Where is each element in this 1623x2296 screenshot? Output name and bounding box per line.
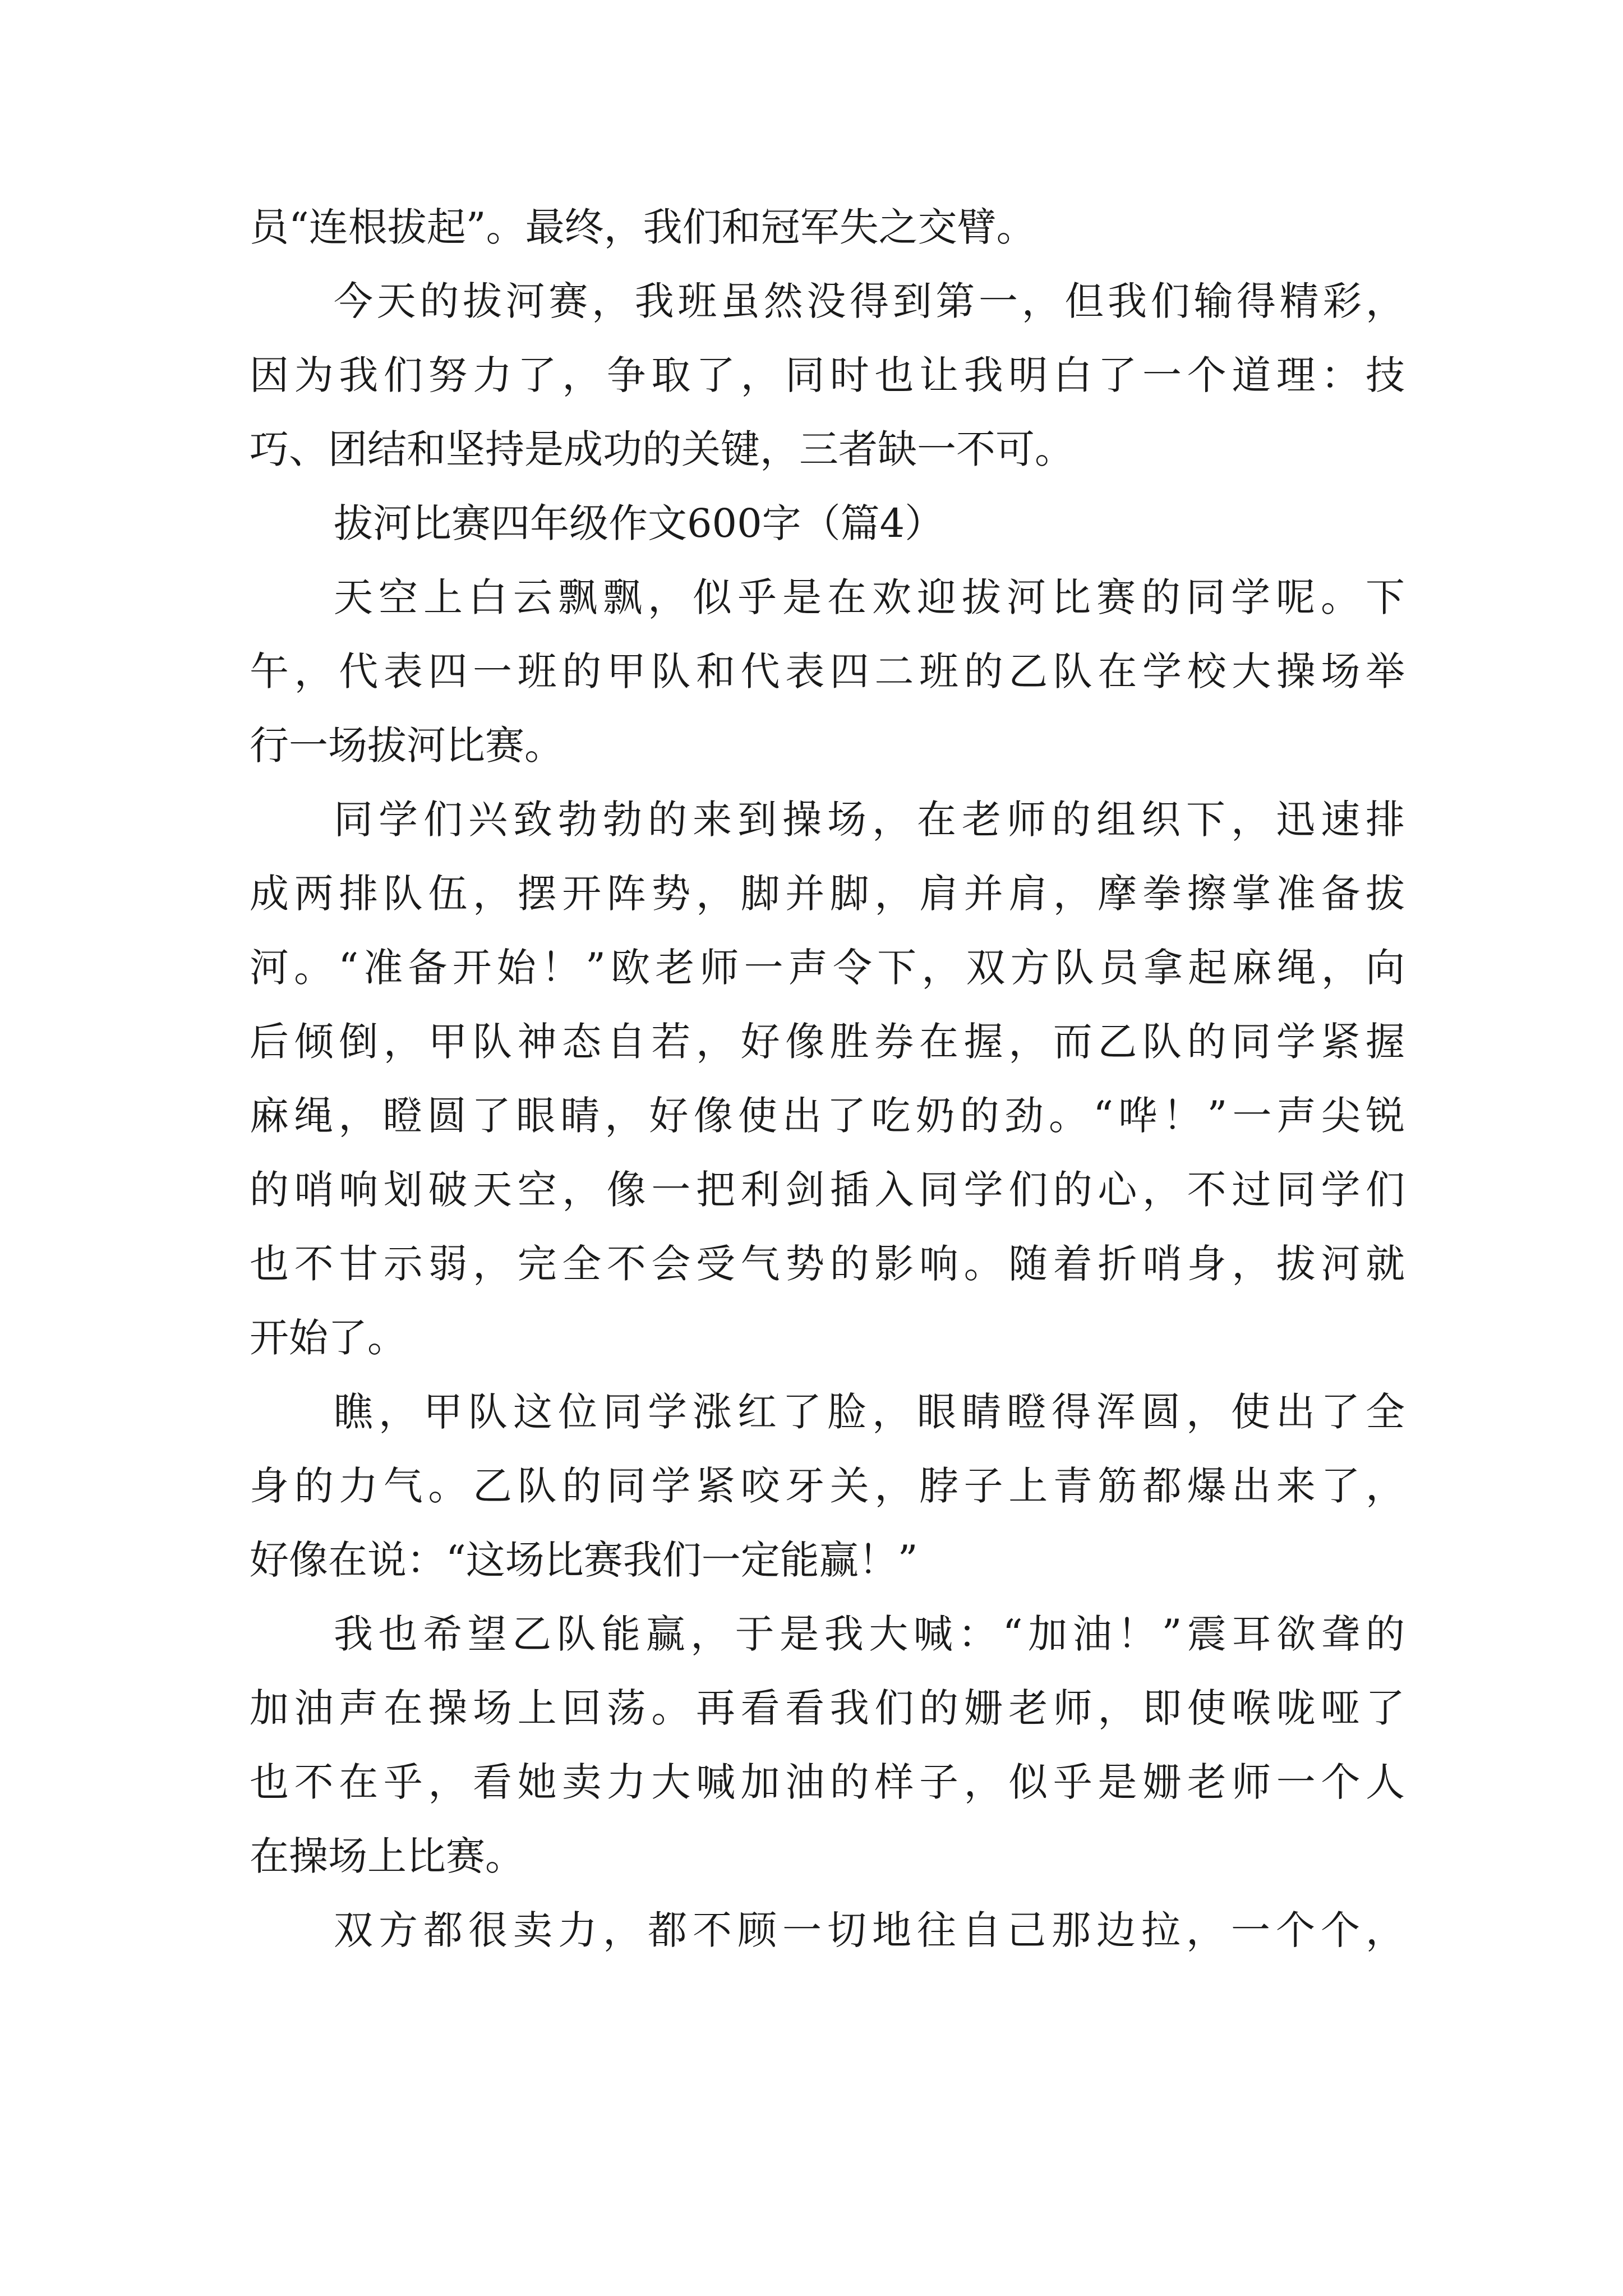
text-line: 麻绳，瞪圆了眼睛，好像使出了吃奶的劲。“哗！”一声尖锐 <box>250 1093 1405 1139</box>
paragraph-first-line: 双方都很卖力，都不顾一切地往自己那边拉，一个个， <box>334 1907 1405 1953</box>
paragraph-first-line: 天空上白云飘飘，似乎是在欢迎拔河比赛的同学呢。下 <box>334 574 1405 620</box>
text-line: 也不在乎，看她卖力大喊加油的样子，似乎是姗老师一个人 <box>250 1759 1405 1805</box>
text-line: 午，代表四一班的甲队和代表四二班的乙队在学校大操场举 <box>250 648 1405 694</box>
text-line: 员“连根拔起”。最终，我们和冠军失之交臂。 <box>250 204 1036 250</box>
paragraph-first-line: 今天的拔河赛，我班虽然没得到第一，但我们输得精彩， <box>334 278 1405 324</box>
text-line: 的哨响划破天空，像一把利剑插入同学们的心，不过同学们 <box>250 1167 1405 1213</box>
text-line: 身的力气。乙队的同学紧咬牙关，脖子上青筋都爆出来了， <box>250 1463 1405 1509</box>
text-line: 也不甘示弱，完全不会受气势的影响。随着折哨身，拔河就 <box>250 1241 1405 1287</box>
text-line: 行一场拔河比赛。 <box>250 723 564 769</box>
text-line: 开始了。 <box>250 1315 407 1361</box>
paragraph-first-line: 我也希望乙队能赢，于是我大喊：“加油！”震耳欲聋的 <box>334 1611 1405 1657</box>
text-line: 加油声在操场上回荡。再看看我们的姗老师，即使喉咙哑了 <box>250 1685 1405 1731</box>
text-line: 巧、团结和坚持是成功的关键，三者缺一不可。 <box>250 426 1074 472</box>
section-heading: 拔河比赛四年级作文600字（篇4） <box>334 500 944 546</box>
text-line: 成两排队伍，摆开阵势，脚并脚，肩并肩，摩拳擦掌准备拔 <box>250 871 1405 917</box>
paragraph-first-line: 同学们兴致勃勃的来到操场，在老师的组织下，迅速排 <box>334 797 1405 843</box>
text-line: 后倾倒，甲队神态自若，好像胜券在握，而乙队的同学紧握 <box>250 1019 1405 1065</box>
text-line: 因为我们努力了，争取了，同时也让我明白了一个道理：技 <box>250 352 1405 398</box>
text-line: 好像在说：“这场比赛我们一定能赢！” <box>250 1537 918 1583</box>
text-line: 河。“准备开始！”欧老师一声令下，双方队员拿起麻绳，向 <box>250 945 1405 991</box>
paragraph-first-line: 瞧，甲队这位同学涨红了脸，眼睛瞪得浑圆，使出了全 <box>334 1389 1405 1435</box>
text-line: 在操场上比赛。 <box>250 1833 524 1879</box>
